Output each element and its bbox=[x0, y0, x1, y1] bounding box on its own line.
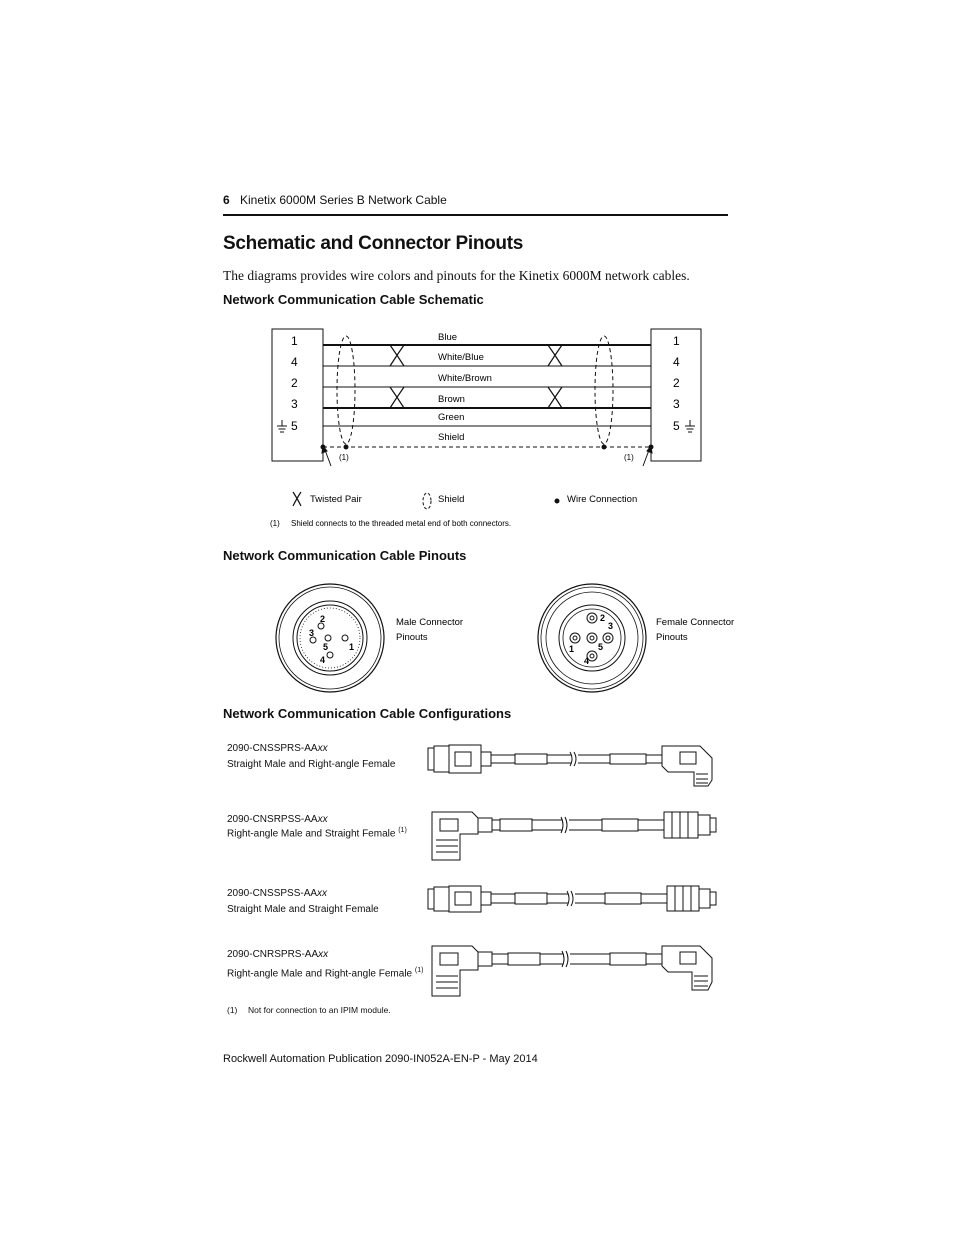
male-pin-number: 3 bbox=[309, 628, 315, 638]
legend-twisted-pair: Twisted Pair bbox=[310, 494, 362, 505]
male-connector-label: Male Connector bbox=[396, 617, 464, 628]
female-connector-illustration bbox=[538, 584, 646, 692]
cable-part-number: 2090-CNSSPSS-AAxx bbox=[227, 888, 328, 899]
cable-description: Straight Male and Straight Female bbox=[227, 904, 379, 915]
wire-label: White/Blue bbox=[438, 352, 484, 363]
page-footer: Rockwell Automation Publication 2090-IN052A-EN-P - May 2014 bbox=[223, 1053, 538, 1065]
ground-icon bbox=[685, 420, 695, 432]
schematic-footnote-text: Shield connects to the threaded metal end of both connectors. bbox=[291, 519, 512, 528]
shield-ellipse bbox=[337, 336, 355, 444]
male-connector-illustration bbox=[276, 584, 384, 692]
config-footnote-marker: (1) bbox=[227, 1005, 238, 1015]
pinouts-heading: Network Communication Cable Pinouts bbox=[223, 548, 467, 563]
right-pin-label: 4 bbox=[673, 355, 680, 369]
left-pin-label: 4 bbox=[291, 355, 298, 369]
twisted-pair-icon bbox=[293, 492, 301, 506]
cable-description: Right-angle Male and Right-angle Female $^{(1)}$ bbox=[227, 967, 424, 980]
male-pin-number: 4 bbox=[320, 655, 326, 665]
config-footnote-text: Not for connection to an IPIM module. bbox=[248, 1005, 391, 1015]
female-pin-number: 2 bbox=[600, 613, 606, 623]
shield-icon bbox=[423, 493, 431, 509]
wire-label: White/Brown bbox=[438, 373, 492, 384]
female-pin-number: 5 bbox=[598, 642, 604, 652]
right-connector-box bbox=[651, 329, 701, 461]
cable-illustration-2 bbox=[432, 812, 716, 860]
ground-icon bbox=[277, 420, 287, 432]
shield-note-marker: (1) bbox=[339, 453, 349, 462]
wire-connection-dot bbox=[602, 445, 607, 450]
page-number: 6 bbox=[223, 193, 230, 207]
cable-illustration-1 bbox=[428, 745, 712, 786]
cable-part-number: 2090-CNSRPSS-AAxx bbox=[227, 814, 328, 825]
left-pin-label: 3 bbox=[291, 397, 298, 411]
female-pin-number: 1 bbox=[569, 644, 575, 654]
male-pin-number: 1 bbox=[349, 642, 355, 652]
shield-ellipse bbox=[595, 336, 613, 444]
left-connector-box bbox=[272, 329, 323, 461]
cable-description: Right-angle Male and Straight Female $^{(1)}$ bbox=[227, 827, 407, 840]
cable-illustration-3 bbox=[428, 886, 716, 912]
wire-label: Green bbox=[438, 412, 465, 423]
wire-connection-icon bbox=[555, 499, 560, 504]
legend-shield: Shield bbox=[438, 494, 465, 505]
male-pin-number: 5 bbox=[323, 642, 329, 652]
shield-note-marker: (1) bbox=[624, 453, 634, 462]
wire-label: Shield bbox=[438, 432, 465, 443]
cable-illustration-4 bbox=[432, 946, 712, 996]
right-pin-label: 5 bbox=[673, 419, 680, 433]
cable-part-number: 2090-CNSSPRS-AAxx bbox=[227, 743, 328, 754]
left-pin-label: 5 bbox=[291, 419, 298, 433]
schematic-heading: Network Communication Cable Schematic bbox=[223, 292, 484, 307]
female-pin-number: 3 bbox=[608, 621, 614, 631]
male-pin-number: 2 bbox=[320, 614, 326, 624]
configurations-heading: Network Communication Cable Configurations bbox=[223, 706, 512, 721]
wire-label: Blue bbox=[438, 332, 458, 343]
running-title: Kinetix 6000M Series B Network Cable bbox=[240, 193, 447, 207]
female-pin-number: 4 bbox=[584, 656, 590, 666]
female-connector-label: Pinouts bbox=[656, 632, 688, 643]
female-connector-label: Female Connector bbox=[656, 617, 735, 628]
intro-paragraph: The diagrams provides wire colors and pinouts for the Kinetix 6000M network cables. bbox=[223, 268, 690, 283]
cable-description: Straight Male and Right-angle Female bbox=[227, 759, 396, 770]
left-pin-label: 1 bbox=[291, 334, 298, 348]
right-pin-label: 3 bbox=[673, 397, 680, 411]
wire-label: Brown bbox=[438, 394, 465, 405]
male-connector-label: Pinouts bbox=[396, 632, 428, 643]
schematic-footnote-marker: (1) bbox=[270, 519, 280, 528]
left-pin-label: 2 bbox=[291, 376, 298, 390]
page-title: Schematic and Connector Pinouts bbox=[223, 233, 524, 254]
wire-connection-dot bbox=[344, 445, 349, 450]
cable-part-number: 2090-CNRSPRS-AAxx bbox=[227, 949, 329, 960]
right-pin-label: 2 bbox=[673, 376, 680, 390]
right-pin-label: 1 bbox=[673, 334, 680, 348]
legend-wire-connection: Wire Connection bbox=[567, 494, 638, 505]
